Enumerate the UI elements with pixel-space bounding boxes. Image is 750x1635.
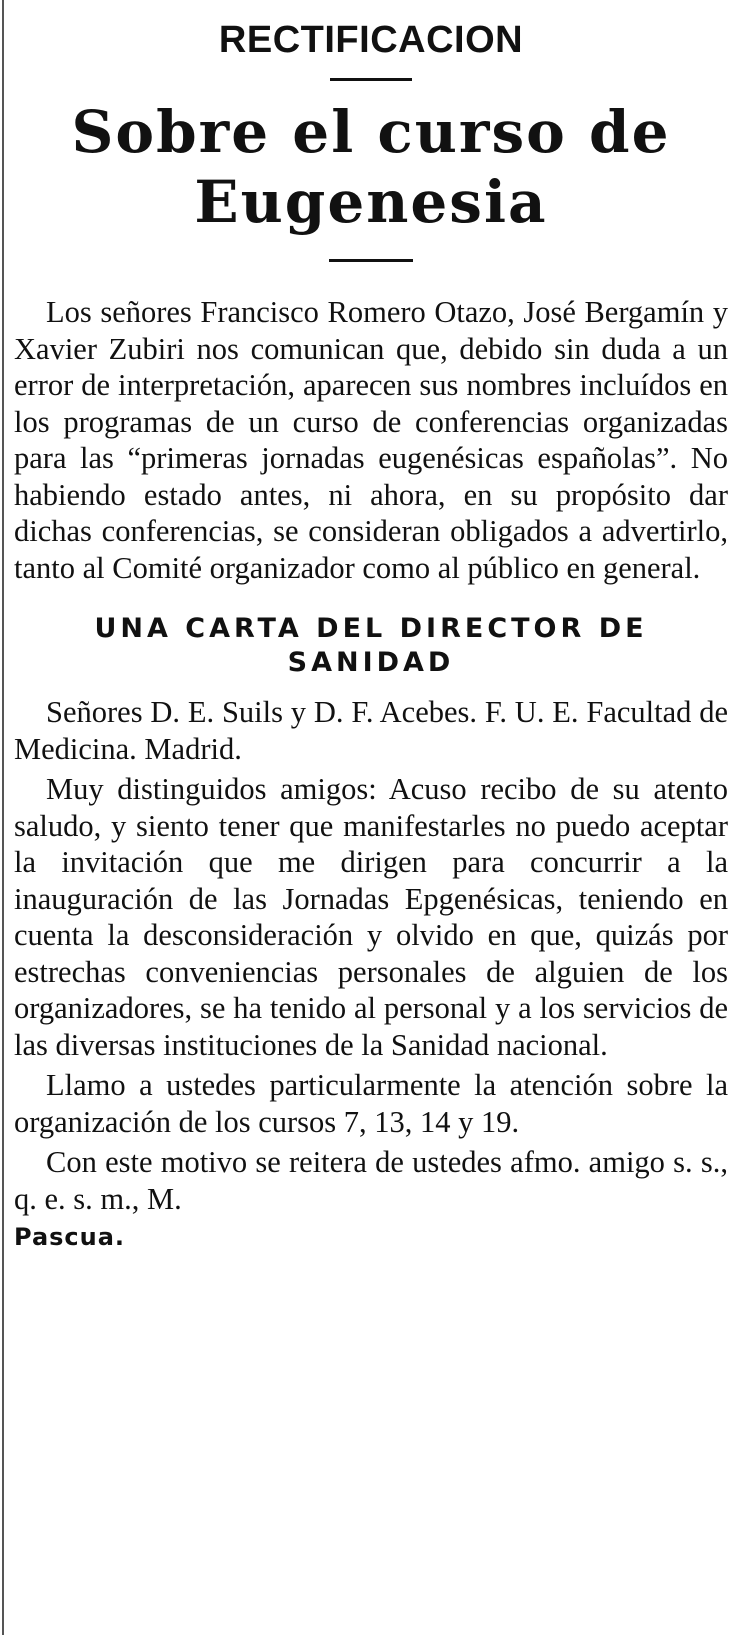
headline-line-2: Eugenesia xyxy=(194,168,548,236)
article-headline xyxy=(14,97,728,237)
letter-section-title: UNA CARTA DEL DIRECTOR DE SANIDAD xyxy=(94,613,648,678)
letter-addressee: Señores D. E. Suils y D. F. Acebes. F. U. E. Facultad de Medicina. Madrid. xyxy=(14,695,728,766)
newspaper-article xyxy=(14,0,728,1256)
letter-paragraph-1: Muy distinguidos amigos: Acuso recibo de su atento saludo, y siento tener que manifestarles no puedo aceptar la invitación que me dirigen para concurrir a la inauguración de las Jornadas Epgenésicas, teniendo en cuenta la desconsideración y olvido en que, quizás por estrechas conveniencias personales de alguien de los organizadores, se ha tenido al personal y a los servicios de las diversas instituciones de la Sanidad nacional. xyxy=(14,772,728,1062)
letter-signature: Pascua. xyxy=(14,1223,126,1251)
headline-line-1: Sobre el curso de xyxy=(71,98,671,166)
headline-divider xyxy=(329,259,413,262)
column-rule xyxy=(2,0,4,1635)
letter-closing-text: Con este motivo se reitera de ustedes afmo. amigo s. s., q. e. s. m., M. xyxy=(14,1145,728,1216)
article-body-paragraph: Los señores Francisco Romero Otazo, José Bergamín y Xavier Zubiri nos comunican que, debido sin duda a un error de interpretación, aparecen sus nombres incluídos en los programas de un curso de conferencias organizadas para las “primeras jornadas eugenésicas españolas”. No habiendo estado antes, ni ahora, en su propósito dar dichas conferencias, se consideran obligados a advertirlo, tanto al Comité organizador como al público en general. xyxy=(14,295,728,585)
letter-paragraph-2: Llamo a ustedes particularmente la atención sobre la organización de los cursos 7, 13, 14 y 19. xyxy=(14,1068,728,1139)
article-kicker: RECTIFICACION xyxy=(218,19,524,61)
kicker-divider xyxy=(330,78,412,81)
letter-closing xyxy=(14,1144,728,1256)
